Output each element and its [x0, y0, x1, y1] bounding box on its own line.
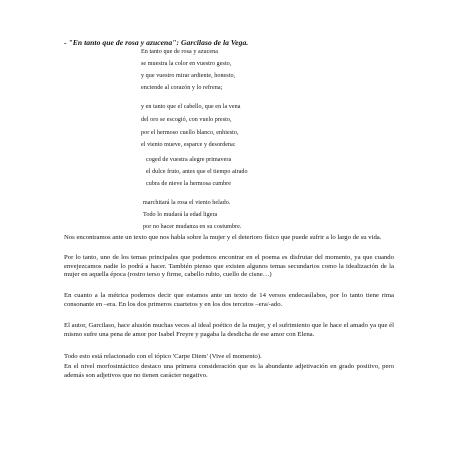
poem-line: coged de vuestra alegre primavera — [146, 157, 232, 163]
paragraph-author: El autor, Garcilaso, hace alusión muchas veces al ideal poético de la mujer, y el sufrimiento que le hace el amado ya que él mismo sufre una pena de amor por Isabel Freyre y pagaba la desdicha de ese amor con Elena. — [64, 322, 394, 338]
poem-line: enciende al corazón y lo refrena; — [141, 85, 223, 91]
poem-line: el viento mueve, esparce y desordena: — [141, 142, 236, 148]
paragraph-themes: Por lo tanto, uno de los temas principales que podemos encontrar en el poema es disfrutar del momento, ya que cuando envejezcamos nadie lo podrá a hacer. También pienso que existen algunos temas secundarios como la idealización de la mujer en aquella época (rostro terso y firme, cabello rubio, cuello de cisne…) — [64, 254, 394, 279]
document-title: - "En tanto que de rosa y azucena": Garcilaso de la Vega. — [64, 38, 249, 47]
poem-line: Todo lo mudará la edad ligera — [143, 212, 218, 218]
poem-line: En tanto que de rosa y azucena — [141, 49, 218, 55]
poem-line: y en tanto que el cabello, que en la vena — [141, 104, 241, 110]
paragraph-intro: Nos encontramos ante un texto que nos habla sobre la mujer y el deterioro físico que puede sufrir a lo largo de su vida. — [64, 234, 382, 241]
poem-line: y que vuestro mirar ardiente, honesto, — [141, 73, 236, 79]
poem-line: cubra de nieve la hermosa cumbre — [146, 181, 232, 187]
poem-line: se muestra la color en vuestro gesto, — [141, 61, 232, 67]
paragraph-morphosyntax: En el nivel morfosintáctico destaco una primera consideración que es la abundante adjetivación en grado positivo, pero además son adjetivos que no tienen carácter negativo. — [64, 363, 394, 379]
poem-line: del oro se escogió, con vuelo presto, — [141, 117, 232, 123]
poem-line: el dulce fruto, antes que el tiempo airado — [146, 169, 248, 175]
poem-line: por el hermoso cuello blanco, enhiesto, — [141, 130, 239, 136]
poem-line: marchitará la rosa el viento helado. — [143, 200, 231, 206]
paragraph-metrics: En cuanto a la métrica podemos decir que estamos ante un texto de 14 versos endecasílabos, por lo tanto tiene rima consonante en –era. En los dos primeros cuartetos y en los dos tercetos –era/-ado. — [64, 292, 394, 308]
paragraph-topic: Todo esto está relacionado con el tópico 'Carpe Diem' (Vive el momento). — [64, 353, 262, 360]
poem-line: por no hacer mudanza en su costumbre. — [143, 224, 242, 230]
